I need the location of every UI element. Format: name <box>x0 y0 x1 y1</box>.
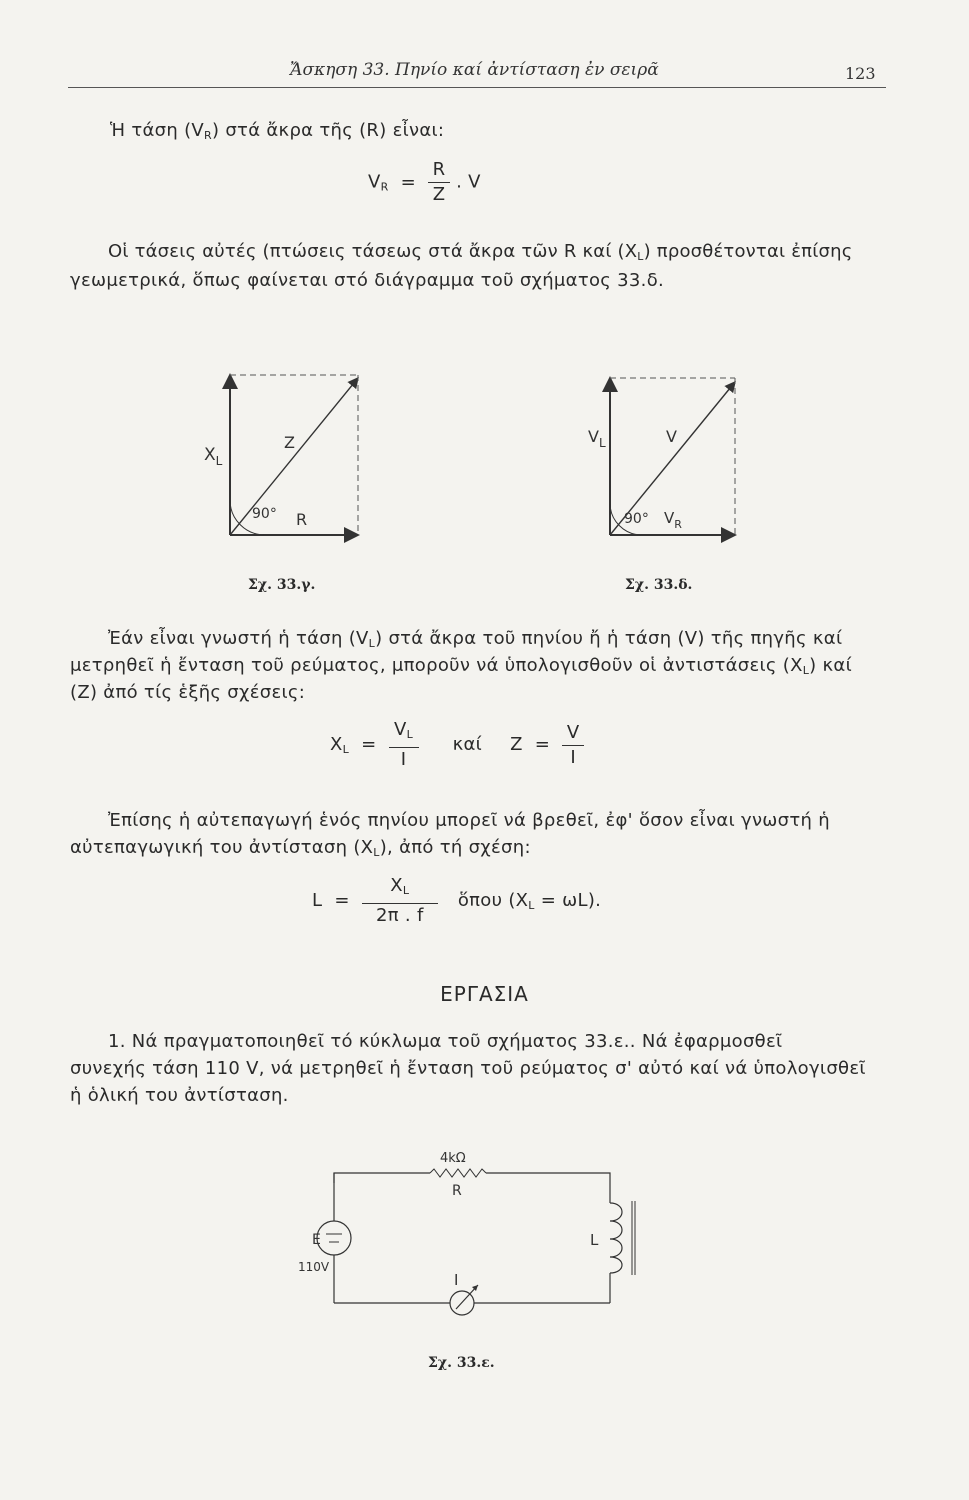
paragraph-inductance-line2: αὐτεπαγωγική του ἀντίσταση $(X_L)$, ἀπό τή σχέση: <box>70 837 531 859</box>
source-value: 110V <box>298 1260 330 1274</box>
wire-top-left <box>334 1173 430 1183</box>
label-xl: $X_L$ <box>204 445 223 468</box>
page-number: 123 <box>845 64 876 83</box>
current-label: I <box>454 1271 459 1289</box>
figure-33e-circuit <box>290 1145 650 1345</box>
paragraph-geometric-sum-line2: γεωμετρικά, ὅπως φαίνεται στό διάγραμμα τοῦ σχήματος 33.δ. <box>70 270 665 291</box>
label-v: V <box>666 427 677 446</box>
formula-xl-and-z: $X_L$ = $\frac{V_L}{I}$ καί Z = $\frac{V}{I}$ <box>330 720 584 770</box>
formula-inductance: L = $\frac{X_L}{2\pi . f}$ ὅπου $(X_L = \omega L)$. <box>312 875 602 926</box>
figure-33d-voltage-triangle <box>580 360 780 600</box>
paragraph-vr-intro: Ἡ τάση $(V_R)$ στά ἄκρα τῆς (R) εἶναι: <box>110 120 445 142</box>
source-symbol <box>317 1221 351 1255</box>
label-r: R <box>296 510 308 529</box>
task1-line1: 1. Νά πραγματοποιηθεῖ τό κύκλωμα τοῦ σχήματος 33.ε.. Νά ἐφαρμοσθεῖ <box>108 1031 783 1052</box>
formula-vr: $V_R$ = $\frac{R}{Z}$ . V <box>368 159 481 205</box>
paragraph-known-voltage-line2: μετρηθεῖ ἡ ἔνταση τοῦ ρεύματος, μποροῦν νά ὑπολογισθοῦν οἱ ἀντιστάσεις $(X_L)$ καί <box>70 655 852 677</box>
caption-33d: Σχ. 33.δ. <box>625 577 693 593</box>
label-vl: $V_L$ <box>588 427 606 450</box>
paragraph-known-voltage-line3: (Z) ἀπό τίς ἑξῆς σχέσεις: <box>70 682 306 703</box>
paragraph-geometric-sum: Οἱ τάσεις αὐτές (πτώσεις τάσεως στά ἄκρα τῶν R καί $(X_L)$ προσθέτονται ἐπίσης <box>108 241 853 263</box>
label-angle: 90° <box>624 511 649 527</box>
caption-33g: Σχ. 33.γ. <box>248 577 316 593</box>
section-heading: ΕΡΓΑΣΙΑ <box>440 982 529 1006</box>
z-vector <box>230 378 358 535</box>
label-z: Z <box>284 433 295 452</box>
label-vr: $V_R$ <box>664 509 682 531</box>
figure-33g-impedance-triangle <box>190 360 390 600</box>
resistor-value: 4kΩ <box>440 1151 466 1166</box>
caption-33e: Σχ. 33.ε. <box>428 1355 495 1371</box>
paragraph-inductance-line1: Ἐπίσης ἡ αὐτεπαγωγή ἑνός πηνίου μπορεῖ νά βρεθεῖ, ἐφ' ὅσον εἶναι γνωστή ἡ <box>108 810 830 831</box>
paragraph-known-voltage-line1: Ἐάν εἶναι γνωστή ἡ τάση $(V_L)$ στά ἄκρα τοῦ πηνίου ἤ ἡ τάση (V) τῆς πηγῆς καί <box>108 628 843 650</box>
task1-line2: συνεχής τάση 110 V, νά μετρηθεῖ ἡ ἔνταση τοῦ ρεύματος σ' αὐτό καί νά ὑπολογισθεῖ <box>70 1058 866 1079</box>
resistor-label: R <box>452 1183 462 1199</box>
page-header-title: Ἄσκηση 33. Πηνίο καί ἀντίσταση ἐν σειρᾶ <box>290 60 659 80</box>
inductor-label: L <box>590 1231 599 1249</box>
resistor-symbol <box>430 1169 486 1177</box>
source-label: E <box>312 1232 321 1248</box>
label-angle: 90° <box>252 506 277 522</box>
task1-line3: ἡ ὁλική του ἀντίσταση. <box>70 1085 289 1106</box>
wire-top-right <box>486 1173 610 1203</box>
header-rule <box>68 87 886 88</box>
inductor-symbol <box>610 1203 622 1273</box>
